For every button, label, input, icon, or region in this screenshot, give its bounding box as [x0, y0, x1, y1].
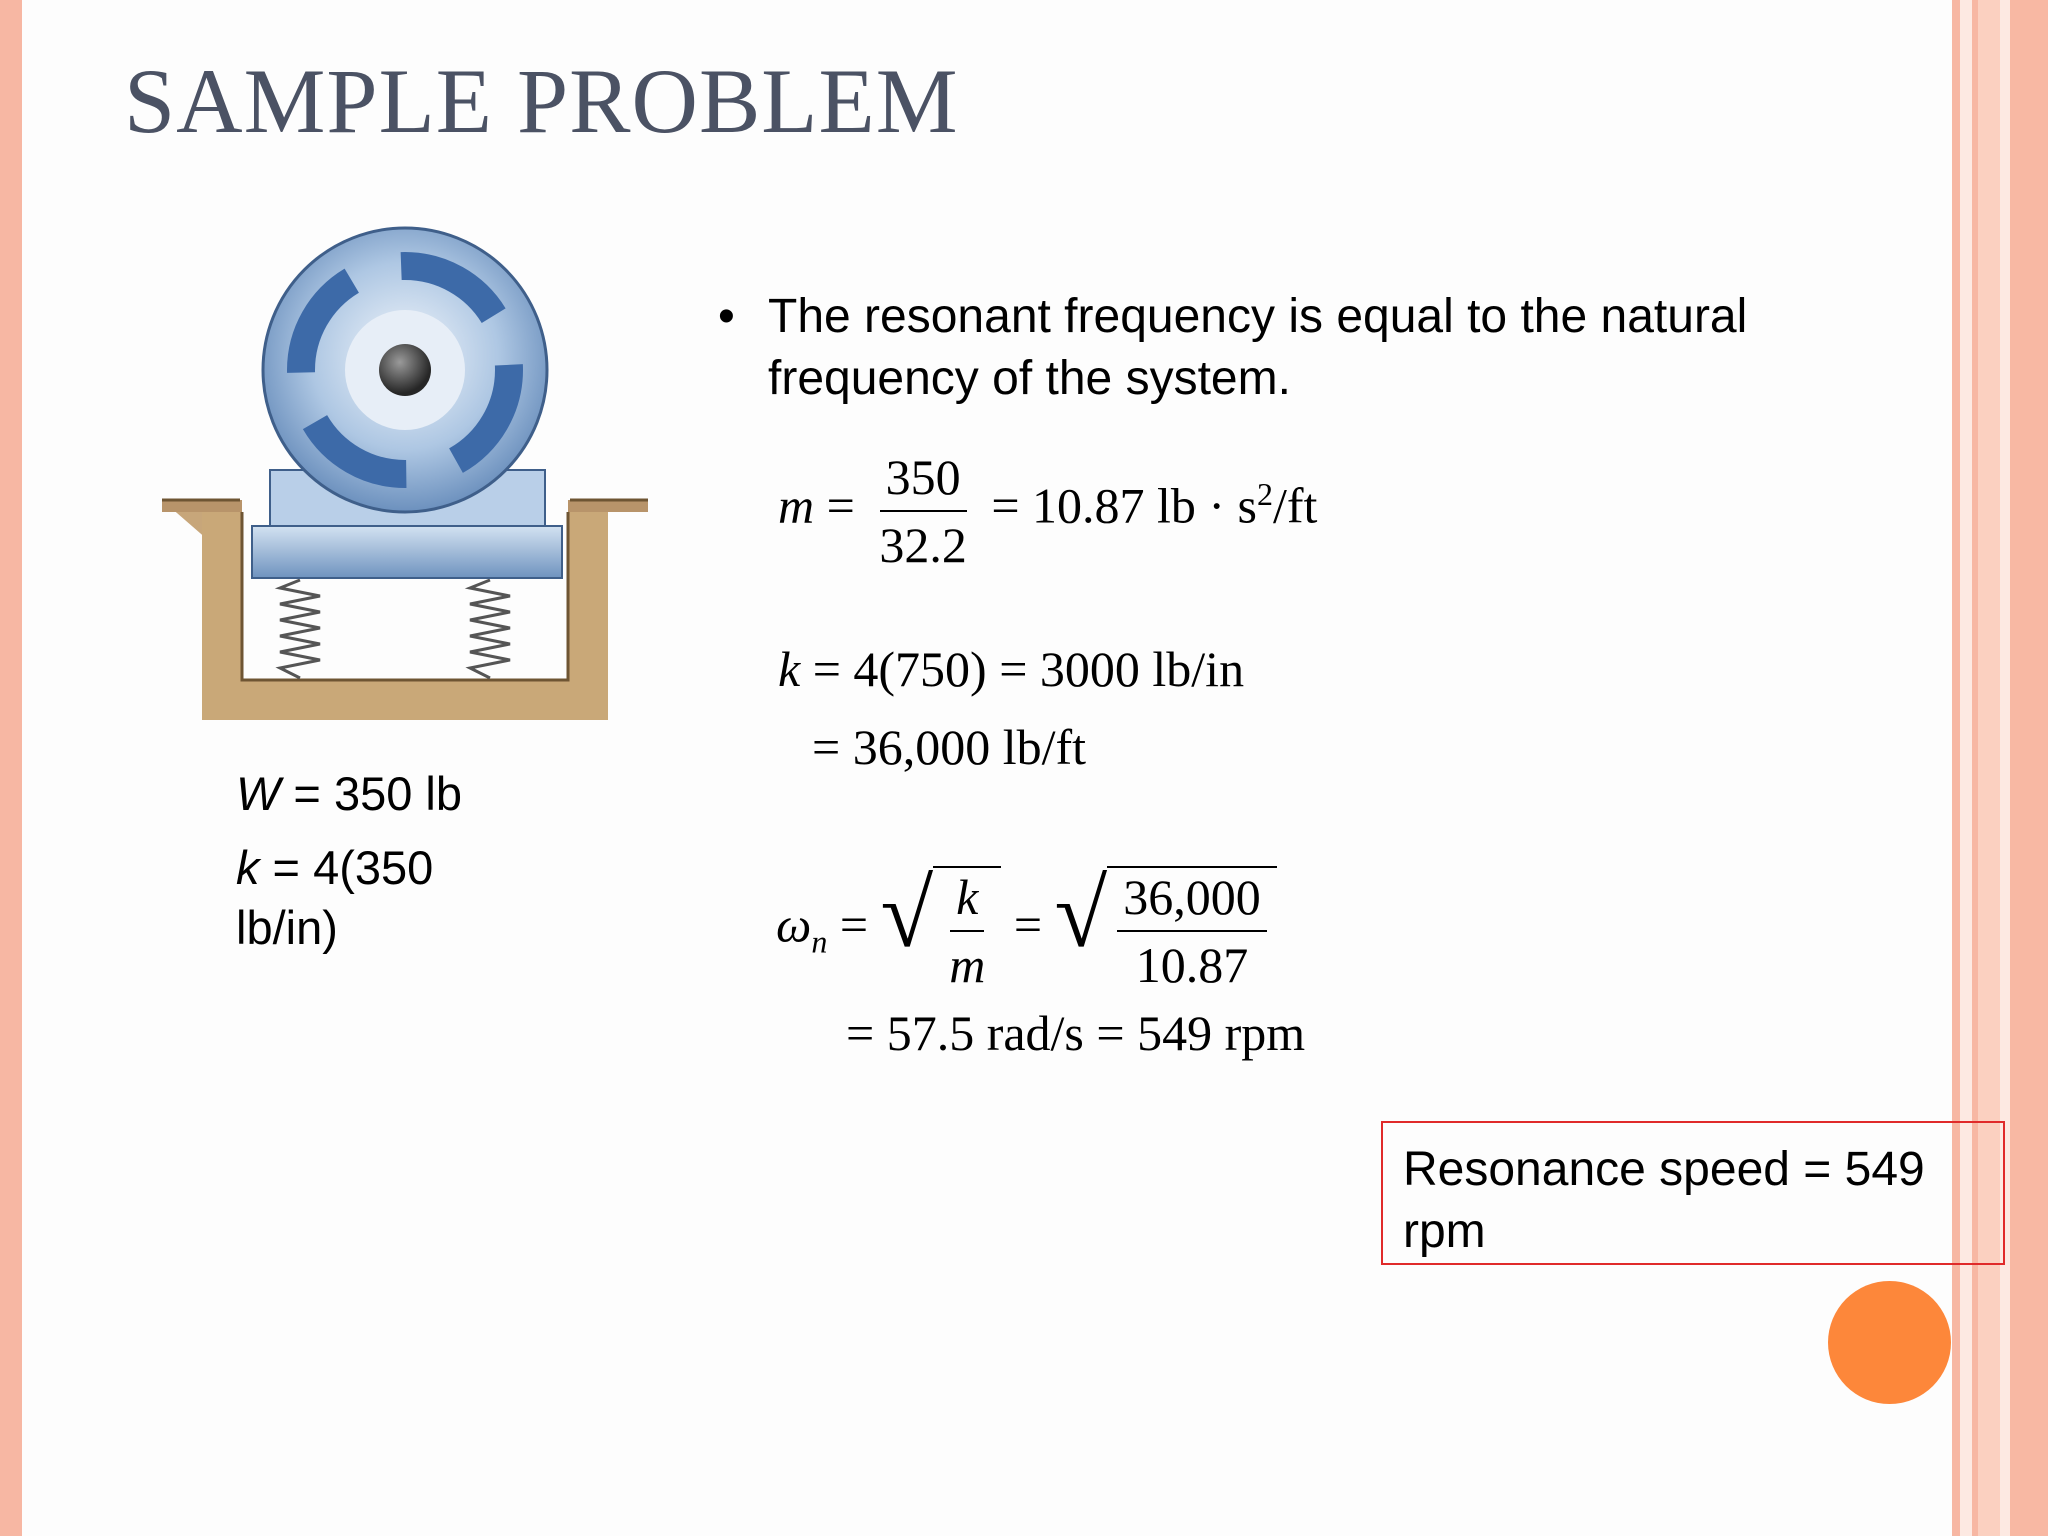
stiffness-equation-line2: = 36,000 lb/ft	[812, 719, 1087, 775]
mass-equals: =	[826, 477, 855, 534]
omega-variable: ω	[776, 896, 812, 953]
weight-variable: W	[236, 767, 281, 820]
mass-denominator: 32.2	[879, 517, 967, 573]
machine-on-springs-figure	[150, 220, 650, 740]
given-stiffness	[236, 838, 433, 958]
omega-subscript: n	[811, 923, 828, 960]
omega-equals: =	[839, 896, 869, 953]
mass-result: = 10.87 lb · s	[991, 477, 1258, 534]
given-weight	[236, 764, 462, 824]
slide-title: SAMPLE PROBLEM	[124, 50, 959, 152]
natural-frequency-equation	[776, 860, 1277, 994]
bullet-dot: •	[718, 290, 735, 343]
bullet-point	[718, 286, 1878, 410]
stiffness-variable: k	[236, 841, 260, 894]
numeric-fraction	[1117, 868, 1267, 994]
stiffness-eq-variable: k	[778, 641, 801, 697]
mass-fraction	[873, 448, 973, 574]
mass-variable: m	[778, 477, 815, 534]
mass-unit: /ft	[1273, 477, 1318, 534]
accent-circle	[1828, 1281, 1951, 1404]
mass-numerator: 350	[880, 448, 967, 512]
omega-equals-2: =	[1013, 896, 1043, 953]
weight-value: = 350 lb	[280, 767, 462, 820]
result-text: Resonance speed = 549 rpm	[1403, 1143, 1925, 1258]
radical-sign-2: √	[1054, 860, 1108, 967]
sqrt-k-over-m	[880, 860, 1002, 994]
k-numerator: k	[950, 868, 984, 932]
mass-exponent: 2	[1257, 475, 1274, 512]
numeric-denominator: 10.87	[1135, 937, 1249, 993]
right-decor-bars	[1952, 0, 2048, 1536]
stiffness-value-line2: lb/in)	[236, 901, 338, 954]
numeric-numerator: 36,000	[1117, 868, 1267, 932]
mass-equation	[778, 448, 1317, 574]
sqrt-numeric	[1054, 860, 1277, 994]
stiffness-value-line1: = 4(350	[259, 841, 434, 894]
result-box	[1381, 1121, 2005, 1265]
stiffness-eq-line1: = 4(750) = 3000 lb/in	[812, 641, 1245, 697]
radical-sign: √	[880, 860, 934, 967]
k-over-m-fraction	[943, 868, 991, 994]
stiffness-equation-line1	[778, 640, 1244, 698]
left-decor-bar	[0, 0, 22, 1536]
natural-frequency-result: = 57.5 rad/s = 549 rpm	[846, 1005, 1306, 1061]
bullet-text: The resonant frequency is equal to the natural frequency of the system.	[768, 290, 1748, 405]
m-denominator: m	[949, 937, 986, 993]
